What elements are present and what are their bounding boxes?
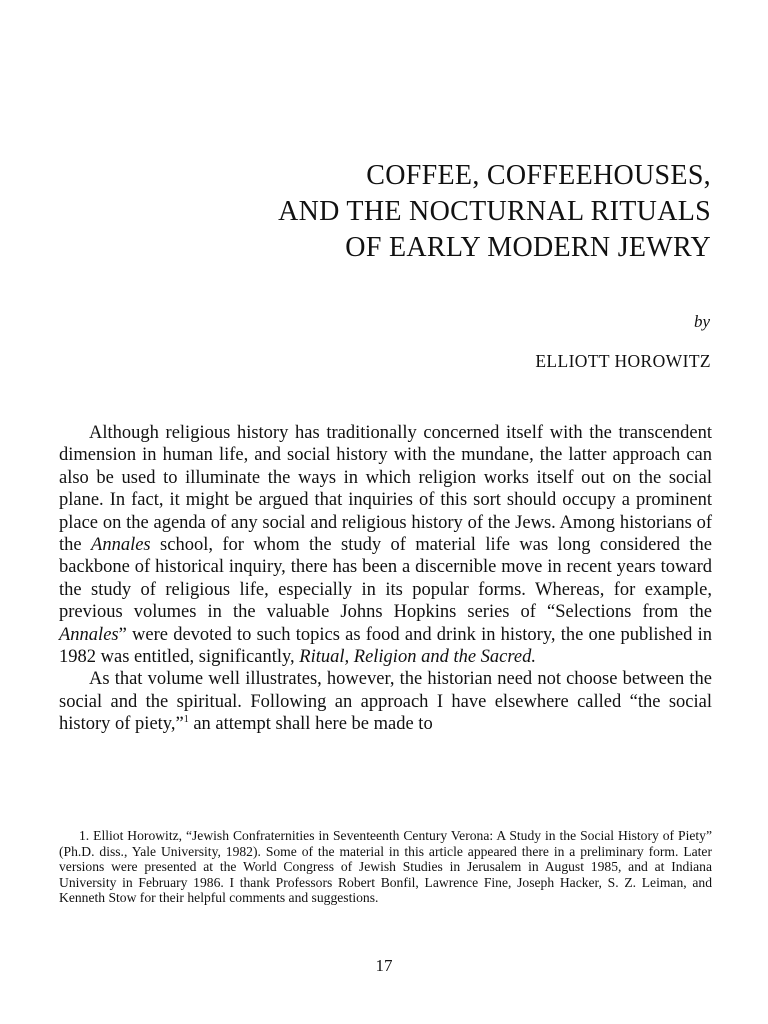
footnote-ref-1[interactable]: 1 xyxy=(183,714,189,726)
journal-name-annales-2: Annales xyxy=(59,624,119,645)
paragraph-2-text-b: an attempt shall here be made to xyxy=(188,714,433,735)
article-title xyxy=(278,158,711,266)
author-name: ELLIOTT HOROWITZ xyxy=(535,351,711,371)
paragraph-1-text-b: school, for whom the study of material life was long considered the backbone of historical inquiry, there has been a discernible move in recent years toward the study of religious life, especially in its popular forms. Whereas, for example, previous volumes in the valuable Johns Hopkins series of “Selections from the xyxy=(59,535,712,623)
footnotes xyxy=(59,828,712,906)
paragraph-1 xyxy=(59,422,712,668)
paragraph-1-text-a: Although religious history has traditionally concerned itself with the transcendent dimension in human life, and social history with the mundane, the latter approach can also be used to illuminate the ways in which religion works itself out on the social plane. In fact, it might be argued that inquiries of this sort should occupy a prominent place on the agenda of any social and religious history of the Jews. Among historians of the xyxy=(59,423,712,556)
title-line-1: COFFEE, COFFEEHOUSES, xyxy=(366,160,711,191)
page-number: 17 xyxy=(375,956,393,975)
title-line-2: AND THE NOCTURNAL RITUALS xyxy=(278,196,711,227)
paragraph-2-text-a: As that volume well illustrates, however, the historian need not choose between the social and the spiritual. Following an approach I have elsewhere called “the social history of piety,” xyxy=(59,669,712,735)
footnote-1: 1. Elliot Horowitz, “Jewish Confraternities in Seventeenth Century Verona: A Study in the Social History of Piety” (Ph.D. diss., Yale University, 1982). Some of the material in this article appeared there in a preliminary form. Later versions were presented at the World Congress of Jewish Studies in Jerusalem in August 1985, and at Indiana University in February 1986. I thank Professors Robert Bonfil, Lawrence Fine, Joseph Hacker, S. Z. Leiman, and Kenneth Stow for their helpful comments and suggestions. xyxy=(59,828,712,906)
paragraph-2 xyxy=(59,668,712,735)
byline-by: by xyxy=(693,312,710,331)
title-line-3: OF EARLY MODERN JEWRY xyxy=(345,232,711,263)
book-title-ritual: Ritual, Religion and the Sacred. xyxy=(299,647,536,668)
paragraph-1-text-c: ” were devoted to such topics as food and drink in history, the one published in 1982 was entitled, significantly, xyxy=(59,624,712,668)
journal-name-annales: Annales xyxy=(91,535,151,556)
article-body xyxy=(59,422,712,736)
